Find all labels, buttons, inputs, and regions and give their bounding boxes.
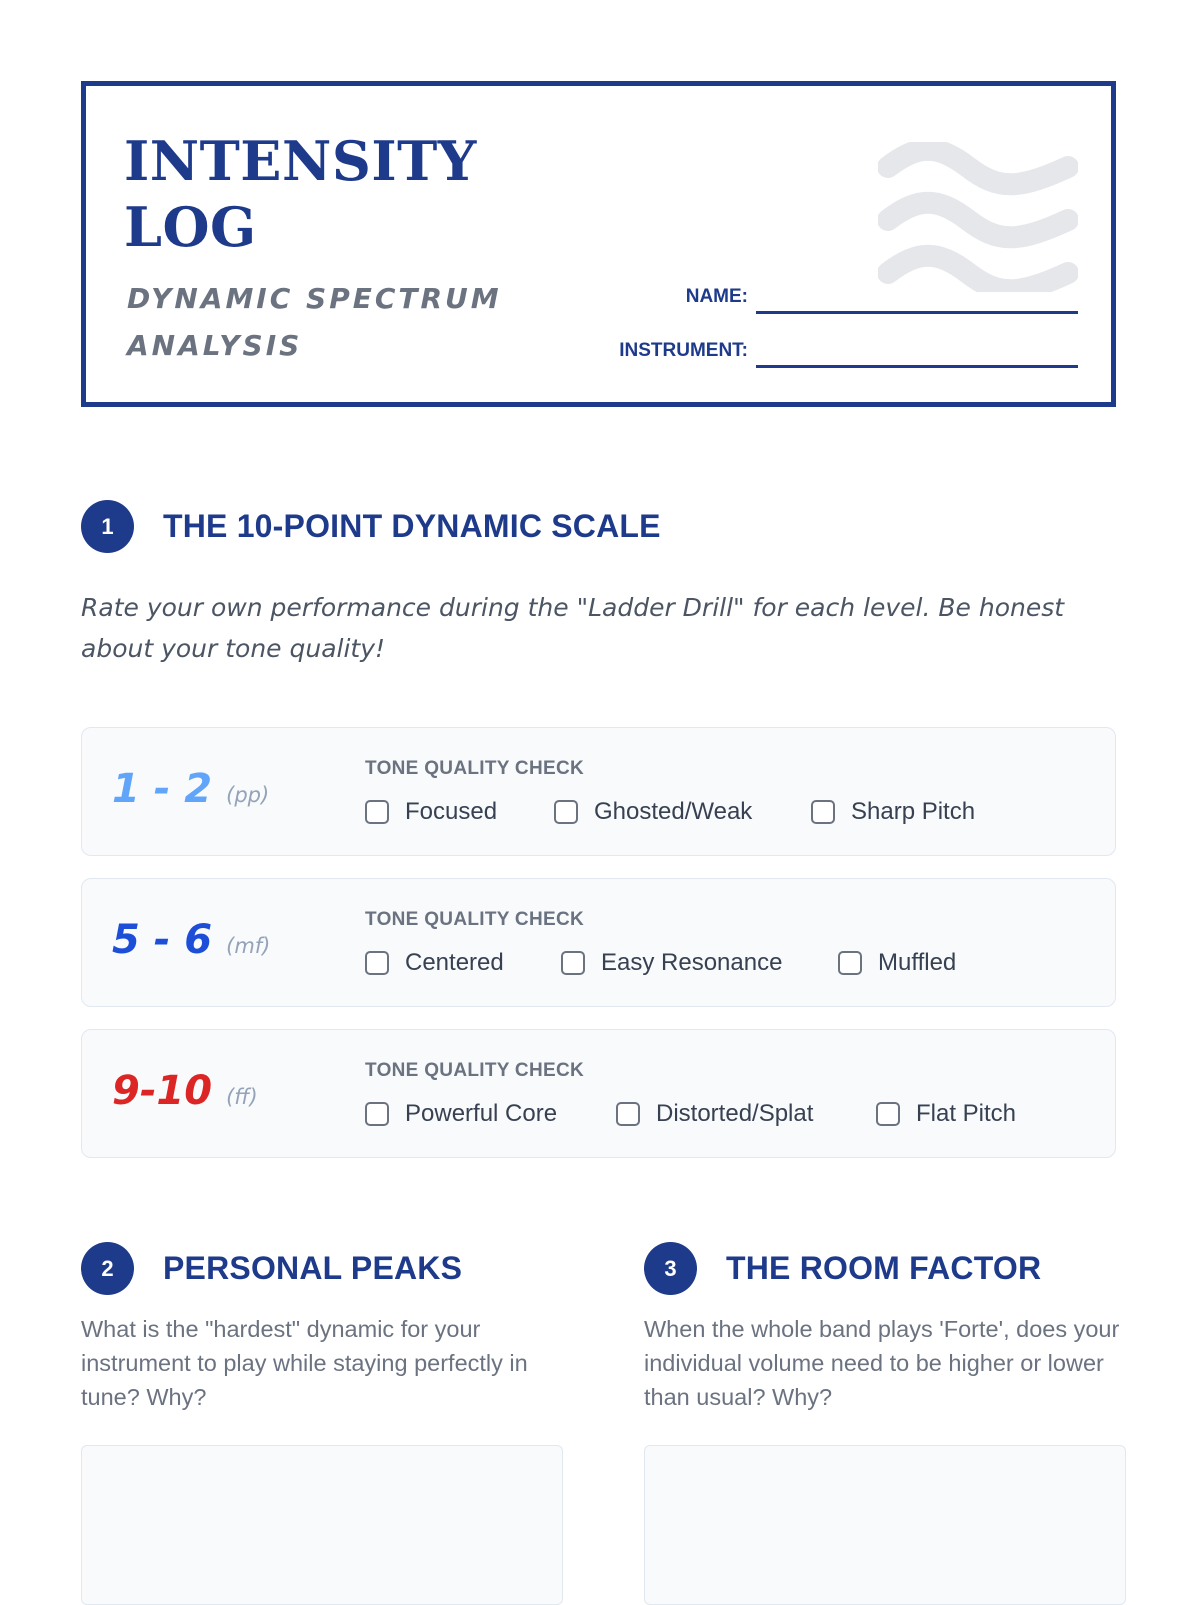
section-3-heading bbox=[644, 1242, 1041, 1295]
checkbox[interactable] bbox=[616, 1102, 640, 1126]
checkbox[interactable] bbox=[554, 800, 578, 824]
option-ghosted-weak[interactable] bbox=[554, 798, 811, 826]
level-range bbox=[112, 915, 270, 971]
section-number-badge: 1 bbox=[81, 500, 134, 553]
tone-check-options bbox=[365, 798, 975, 826]
section-1-heading bbox=[81, 500, 661, 553]
name-field[interactable] bbox=[756, 311, 1078, 314]
section-title: THE ROOM FACTOR bbox=[726, 1250, 1042, 1286]
level-card-pp bbox=[81, 727, 1116, 856]
option-label: Muffled bbox=[878, 949, 957, 976]
option-distorted-splat[interactable] bbox=[616, 1100, 876, 1128]
section-2-heading bbox=[81, 1242, 462, 1295]
option-label: Powerful Core bbox=[405, 1100, 558, 1127]
option-sharp-pitch[interactable] bbox=[811, 798, 975, 826]
tone-check-title: TONE QUALITY CHECK bbox=[365, 1060, 584, 1081]
tone-check-title: TONE QUALITY CHECK bbox=[365, 758, 584, 779]
waves-icon bbox=[878, 142, 1078, 292]
option-easy-resonance[interactable] bbox=[561, 949, 838, 977]
option-label: Distorted/Splat bbox=[656, 1100, 814, 1127]
option-label: Easy Resonance bbox=[601, 949, 783, 976]
tone-check-options bbox=[365, 1100, 1016, 1128]
checkbox[interactable] bbox=[876, 1102, 900, 1126]
instrument-field[interactable] bbox=[756, 365, 1078, 368]
option-label: Ghosted/Weak bbox=[594, 798, 753, 825]
level-range-value: 1 - 2 bbox=[112, 766, 213, 812]
option-label: Flat Pitch bbox=[916, 1100, 1017, 1127]
name-label: NAME: bbox=[685, 286, 748, 307]
option-flat-pitch[interactable] bbox=[876, 1100, 1016, 1128]
section-2-prompt: What is the "hardest" dynamic for your instrument to play while staying perfectly in tune? Why? bbox=[81, 1316, 528, 1410]
dynamic-marking: (mf) bbox=[226, 934, 271, 958]
tone-check-title: TONE QUALITY CHECK bbox=[365, 909, 584, 930]
checkbox[interactable] bbox=[838, 951, 862, 975]
section-2-answer-box[interactable] bbox=[81, 1445, 563, 1605]
page-title bbox=[124, 128, 477, 260]
page-subtitle bbox=[127, 275, 547, 369]
section-title: THE 10-POINT DYNAMIC SCALE bbox=[163, 508, 661, 544]
section-3-answer-box[interactable] bbox=[644, 1445, 1126, 1605]
option-centered[interactable] bbox=[365, 949, 561, 977]
section-number-badge: 2 bbox=[81, 1242, 134, 1295]
subtitle-line-1: DYNAMIC SPECTRUM bbox=[127, 282, 502, 315]
dynamic-marking: (ff) bbox=[226, 1085, 258, 1109]
subtitle-line-2: ANALYSIS bbox=[127, 329, 303, 362]
option-muffled[interactable] bbox=[838, 949, 956, 977]
section-title: PERSONAL PEAKS bbox=[163, 1250, 463, 1286]
option-label: Centered bbox=[405, 949, 504, 976]
section-3-prompt: When the whole band plays 'Forte', does your individual volume need to be higher or lower than usual? Why? bbox=[644, 1316, 1120, 1410]
option-powerful-core[interactable] bbox=[365, 1100, 616, 1128]
level-range bbox=[112, 1066, 258, 1122]
dynamic-marking: (pp) bbox=[226, 783, 270, 807]
checkbox[interactable] bbox=[561, 951, 585, 975]
level-range bbox=[112, 764, 269, 820]
instrument-label: INSTRUMENT: bbox=[619, 340, 748, 361]
checkbox[interactable] bbox=[811, 800, 835, 824]
title-line-2: LOG bbox=[124, 195, 257, 259]
option-label: Focused bbox=[405, 798, 498, 825]
checkbox[interactable] bbox=[365, 951, 389, 975]
checkbox[interactable] bbox=[365, 1102, 389, 1126]
level-card-mf bbox=[81, 878, 1116, 1007]
tone-check-options bbox=[365, 949, 956, 977]
level-range-value: 5 - 6 bbox=[112, 917, 213, 963]
section-1-intro: Rate your own performance during the "Ladder Drill" for each level. Be honest about your tone quality! bbox=[81, 593, 1065, 663]
option-focused[interactable] bbox=[365, 798, 554, 826]
section-number-badge: 3 bbox=[644, 1242, 697, 1295]
title-line-1: INTENSITY bbox=[124, 129, 477, 193]
option-label: Sharp Pitch bbox=[851, 798, 976, 825]
checkbox[interactable] bbox=[365, 800, 389, 824]
level-range-value: 9-10 bbox=[112, 1068, 213, 1114]
level-card-ff bbox=[81, 1029, 1116, 1158]
